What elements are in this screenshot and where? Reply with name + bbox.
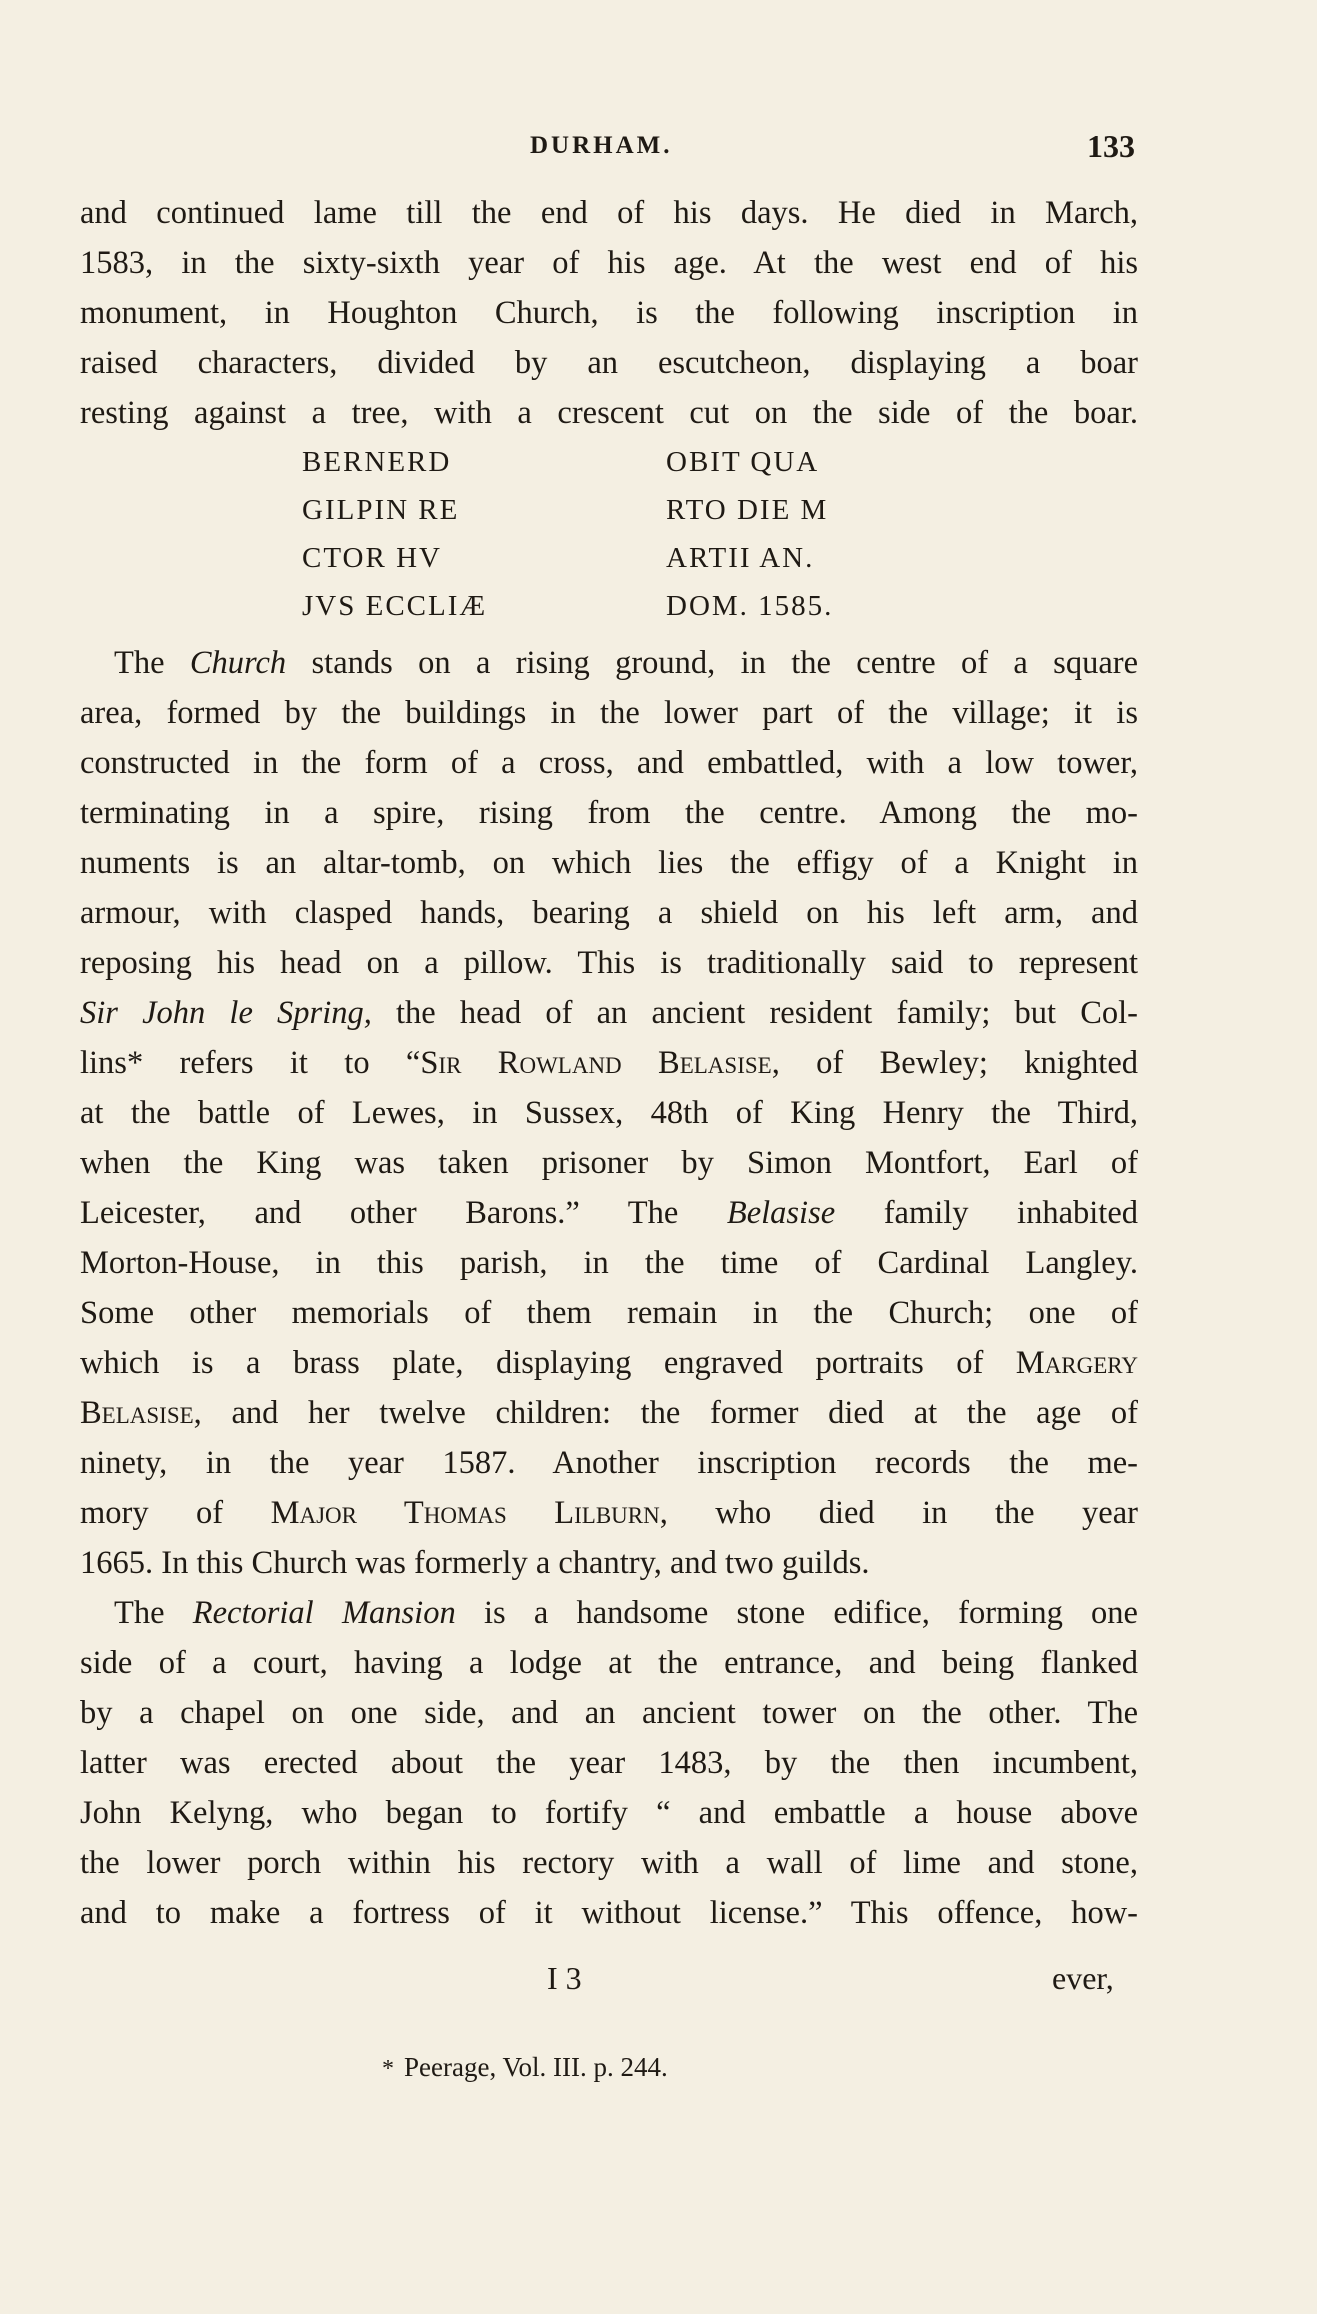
text-line: raised characters, divided by an escutcheon, displaying a boar — [80, 345, 1138, 381]
text-line: Some other memorials of them remain in the Church; one of — [80, 1295, 1138, 1331]
body-text — [80, 188, 1138, 1938]
text-span: The — [114, 1595, 193, 1631]
text-line — [80, 1388, 1138, 1438]
inscription-left-line: GILPIN RE — [302, 494, 460, 526]
text-line: and to make a fortress of it without license.” This offence, how- — [80, 1895, 1138, 1931]
text-span: is a handsome stone edifice, forming one — [455, 1595, 1138, 1631]
signature-mark: I 3 — [547, 1960, 582, 1996]
catchword: ever, — [1052, 1960, 1114, 1996]
text-span: mory of — [80, 1495, 271, 1531]
text-span: of Bewley; knighted — [779, 1045, 1138, 1081]
text-line — [80, 1038, 1138, 1088]
text-line — [80, 1588, 1138, 1638]
inscription-left-line: BERNERD — [302, 446, 452, 478]
footnote-text: Peerage, Vol. III. p. 244. — [404, 2052, 668, 2082]
inscription-right-line: OBIT QUA — [666, 446, 820, 478]
inscription-left-line: CTOR HV — [302, 542, 442, 574]
inscription-right-line: DOM. 1585. — [666, 590, 834, 622]
text-span: the head of an ancient resident family; but Col- — [371, 995, 1138, 1031]
text-line: monument, in Houghton Church, is the following inscription in — [80, 295, 1138, 331]
text-span: Leicester, and other Barons.” The — [80, 1195, 727, 1231]
text-line — [80, 638, 1138, 688]
signature-line — [0, 1960, 1317, 2012]
inscription-right-line: RTO DIE M — [666, 494, 829, 526]
text-line: at the battle of Lewes, in Sussex, 48th of King Henry the Third, — [80, 1095, 1138, 1131]
italic-name-sir-john: Sir John le Spring, — [80, 995, 372, 1031]
small-caps-name: Margery — [1015, 1345, 1138, 1381]
text-line: numents is an altar-tomb, on which lies the effigy of a Knight in — [80, 845, 1138, 881]
text-line: 1583, in the sixty-sixth year of his age. At the west end of his — [80, 245, 1138, 281]
text-line — [80, 1338, 1138, 1388]
text-line: area, formed by the buildings in the lower part of the village; it is — [80, 695, 1138, 731]
inscription-right-line: ARTII AN. — [666, 542, 815, 574]
text-line: Morton-House, in this parish, in the time of Cardinal Langley. — [80, 1245, 1138, 1281]
running-head — [0, 128, 1317, 168]
text-line: when the King was taken prisoner by Simon Montfort, Earl of — [80, 1145, 1138, 1181]
italic-term-church: Church — [189, 645, 287, 681]
text-line: by a chapel on one side, and an ancient tower on the other. The — [80, 1695, 1138, 1731]
text-line — [80, 1188, 1138, 1238]
text-span: which is a brass plate, displaying engraved portraits of — [80, 1345, 1016, 1381]
small-caps-name: Belasise, — [80, 1395, 202, 1431]
small-caps-name: Sir Rowland Belasise, — [420, 1045, 780, 1081]
text-line: constructed in the form of a cross, and embattled, with a low tower, — [80, 745, 1138, 781]
text-line: latter was erected about the year 1483, by the then incumbent, — [80, 1745, 1138, 1781]
text-line: and continued lame till the end of his days. He died in March, — [80, 195, 1138, 231]
text-span: The — [114, 645, 190, 681]
inscription-left-line: JVS ECCLIÆ — [302, 590, 488, 622]
footnote-mark: * — [382, 2056, 394, 2082]
small-caps-name: Major Thomas Lilburn, — [270, 1495, 668, 1531]
italic-term-rectorial-mansion: Rectorial Mansion — [192, 1595, 456, 1631]
text-line: ninety, in the year 1587. Another inscription records the me- — [80, 1445, 1138, 1481]
text-line: John Kelyng, who began to fortify “ and embattle a house above — [80, 1795, 1138, 1831]
text-line: 1665. In this Church was formerly a chantry, and two guilds. — [80, 1545, 870, 1581]
page-number: 133 — [1087, 128, 1135, 164]
text-span: and her twelve children: the former died at the age of — [201, 1395, 1138, 1431]
italic-name-belasise: Belasise — [726, 1195, 836, 1231]
text-span: family inhabited — [835, 1195, 1138, 1231]
footnote — [382, 2052, 668, 2083]
text-span: lins* refers it to “ — [80, 1045, 421, 1081]
running-title: DURHAM. — [530, 132, 673, 159]
text-line: resting against a tree, with a crescent cut on the side of the boar. — [80, 395, 1138, 431]
text-line — [80, 1488, 1138, 1538]
text-line: armour, with clasped hands, bearing a shield on his left arm, and — [80, 895, 1138, 931]
text-span: stands on a rising ground, in the centre of a square — [286, 645, 1138, 681]
text-line: side of a court, having a lodge at the entrance, and being flanked — [80, 1645, 1138, 1681]
text-line: reposing his head on a pillow. This is traditionally said to represent — [80, 945, 1138, 981]
text-line: the lower porch within his rectory with a wall of lime and stone, — [80, 1845, 1138, 1881]
text-span: who died in the year — [667, 1495, 1138, 1531]
inscription — [80, 438, 1138, 638]
text-line: terminating in a spire, rising from the centre. Among the mo- — [80, 795, 1138, 831]
text-line — [80, 988, 1138, 1038]
